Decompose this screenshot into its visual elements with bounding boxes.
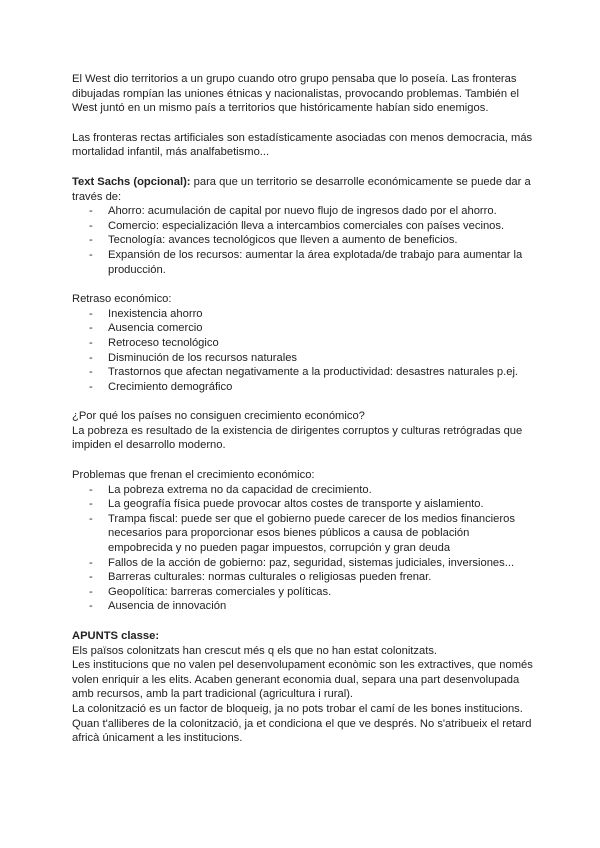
retraso-list xyxy=(72,307,534,395)
list-item: - Ausencia de innovación xyxy=(72,599,534,614)
list-item: - Comercio: especialización lleva a intercambios comerciales con países vecinos. xyxy=(72,219,534,234)
list-item: - Geopolítica: barreras comerciales y políticas. xyxy=(72,585,534,600)
list-item: - Trampa fiscal: puede ser que el gobierno puede carecer de los medios financieros necesarios para proporcionar esos bienes públicos a causa de población empobrecida y no pueden pagar impuestos, corrupción y gran deuda xyxy=(72,512,534,556)
sachs-text: para que un territorio se desarrolle económicamente se puede dar a través de: xyxy=(72,175,531,203)
intro-paragraph-1: El West dio territorios a un grupo cuando otro grupo pensaba que lo poseía. Las fronteras dibujadas rompían las uniones étnicas y nacionalistas, provocando problemas. También el West juntó en un mismo país a territorios que históricamente habían sido enemigos. xyxy=(72,73,519,115)
apunts-line: Les institucions que no valen pel desenvolupament econòmic son les extractives, que només volen enriquir a les elits. Acaben generant economia dual, separa una part desenvolupada amb recursos, amb la part tradicional (agricultura i rural). xyxy=(72,659,533,701)
retraso-title: Retraso económico: xyxy=(72,293,172,306)
problemas-title: Problemas que frenan el crecimiento económico: xyxy=(72,469,315,482)
question-line: ¿Por qué los países no consiguen crecimiento económico? xyxy=(72,410,365,423)
sachs-label: Text Sachs (opcional): xyxy=(72,175,191,188)
answer-paragraph: La pobreza es resultado de la existencia de dirigentes corruptos y culturas retrógradas que impiden el desarrollo moderno. xyxy=(72,424,523,452)
apunts-line: La colonització es un factor de bloqueig, ja no pots trobar el camí de les bones institucions. Quan t'alliberes de la colonització, ja et condiciona el que ve després. No s'atribueix el retard africà únicament a les institucions. xyxy=(72,702,532,745)
list-item: - Retroceso tecnológico xyxy=(72,336,534,351)
list-item: - Fallos de la acción de gobierno: paz, seguridad, sistemas judiciales, inversiones... xyxy=(72,556,534,571)
apunts-title: APUNTS classe: xyxy=(72,630,160,642)
list-item: - Crecimiento demográfico xyxy=(72,380,534,395)
apunts-line: Els països colonitzats han crescut més q els que no han estat colonitzats. xyxy=(72,644,438,657)
document-page xyxy=(72,72,534,746)
sachs-intro xyxy=(72,175,534,204)
list-item: - Inexistencia ahorro xyxy=(72,307,534,322)
problemas-list xyxy=(72,483,534,614)
sachs-list xyxy=(72,204,534,277)
list-item: - La geografía física puede provocar altos costes de transporte y aislamiento. xyxy=(72,497,534,512)
list-item: - Ahorro: acumulación de capital por nuevo flujo de ingresos dado por el ahorro. xyxy=(72,204,534,219)
list-item: - La pobreza extrema no da capacidad de crecimiento. xyxy=(72,483,534,498)
list-item: - Disminución de los recursos naturales xyxy=(72,351,534,366)
intro-paragraph-2: Las fronteras rectas artificiales son estadísticamente asociadas con menos democracia, más mortalidad infantil, más analfabetismo... xyxy=(72,131,533,159)
list-item: - Trastornos que afectan negativamente a la productividad: desastres naturales p.ej. xyxy=(72,365,534,380)
list-item: - Expansión de los recursos: aumentar la área explotada/de trabajo para aumentar la producción. xyxy=(72,248,534,277)
list-item: - Tecnología: avances tecnológicos que lleven a aumento de beneficios. xyxy=(72,233,534,248)
list-item: - Ausencia comercio xyxy=(72,321,534,336)
list-item: - Barreras culturales: normas culturales o religiosas pueden frenar. xyxy=(72,570,534,585)
